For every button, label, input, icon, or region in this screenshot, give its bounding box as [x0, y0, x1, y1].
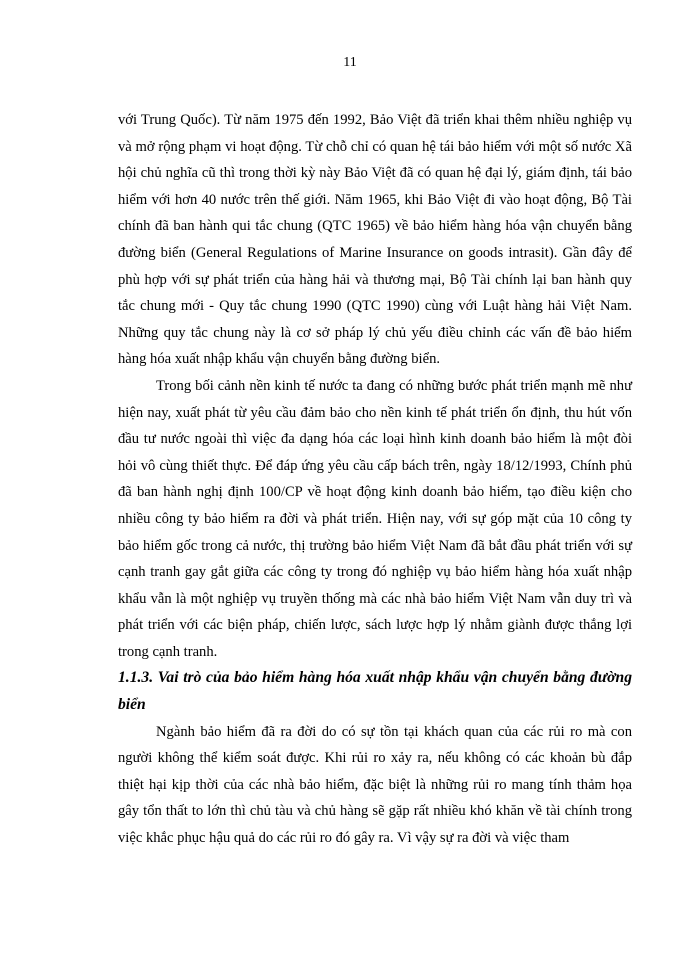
paragraph-3: Ngành bảo hiểm đã ra đời do có sự tồn tại khách quan của các rủi ro mà con người không thể kiểm soát được. Khi rủi ro xảy ra, nếu không có các khoản bù đắp thiệt hại kịp thời của các nhà bảo hiểm, đặc biệt là những rủi ro mang tính thảm họa gây tổn thất to lớn thì chủ tàu và chủ hàng sẽ gặp rất nhiều khó khăn về tài chính trong việc khắc phục hậu quả do các rủi ro đó gây ra. Vì vậy sự ra đời và việc tham: [118, 723, 632, 847]
document-body: [118, 107, 632, 852]
paragraph-1: với Trung Quốc). Từ năm 1975 đến 1992, Bảo Việt đã triển khai thêm nhiều nghiệp vụ và mở rộng phạm vi hoạt động. Từ chỗ chỉ có quan hệ tái bảo hiểm với một số nước Xã hội chủ nghĩa cũ thì trong thời kỳ này Bảo Việt đã có quan hệ đại lý, giám định, tái bảo hiểm với hơn 40 nước trên thế giới. Năm 1965, khi Bảo Việt đi vào hoạt động, Bộ Tài chính đã ban hành qui tắc chung (QTC 1965) về bảo hiểm hàng hóa vận chuyển bằng đường biển (General Regulations of Marine Insurance on goods intrasit). Gần đây để phù hợp với sự phát triển của hàng hải và thương mại, Bộ Tài chính lại ban hành quy tắc chung mới - Quy tắc chung 1990 (QTC 1990) cùng với Luật hàng hải Việt Nam. Những quy tắc chung này là cơ sở pháp lý chủ yếu điều chỉnh các vấn đề bảo hiểm hàng hóa xuất nhập khẩu vận chuyển bằng đường biển.: [118, 112, 632, 368]
section-heading: 1.1.3. Vai trò của bảo hiểm hàng hóa xuất nhập khẩu vận chuyển bằng đường biển: [118, 669, 632, 714]
page-number: 11: [343, 55, 357, 70]
paragraph-2: Trong bối cảnh nền kinh tế nước ta đang có những bước phát triển mạnh mẽ như hiện nay, xuất phát từ yêu cầu đảm bảo cho nền kinh tế phát triển ổn định, thu hút vốn đầu tư nước ngoài thì việc đa dạng hóa các loại hình kinh doanh bảo hiểm là một đòi hỏi vô cùng thiết thực. Để đáp ứng yêu cầu cấp bách trên, ngày 18/12/1993, Chính phủ đã ban hành nghị định 100/CP về hoạt động kinh doanh bảo hiểm, tạo điều kiện cho nhiều công ty bảo hiểm ra đời và phát triển. Hiện nay, với sự góp mặt của 10 công ty bảo hiểm gốc trong cả nước, thị trường bảo hiểm Việt Nam đã bắt đầu phát triển với sự cạnh tranh gay gắt giữa các công ty trong đó nghiệp vụ bảo hiểm hàng hóa xuất nhập khẩu vẫn là một nghiệp vụ truyền thống mà các nhà bảo hiểm Việt Nam vẫn duy trì và phát triển với các biện pháp, chiến lược, sách lược hợp lý nhằm giành được thắng lợi trong cạnh tranh.: [118, 377, 632, 660]
